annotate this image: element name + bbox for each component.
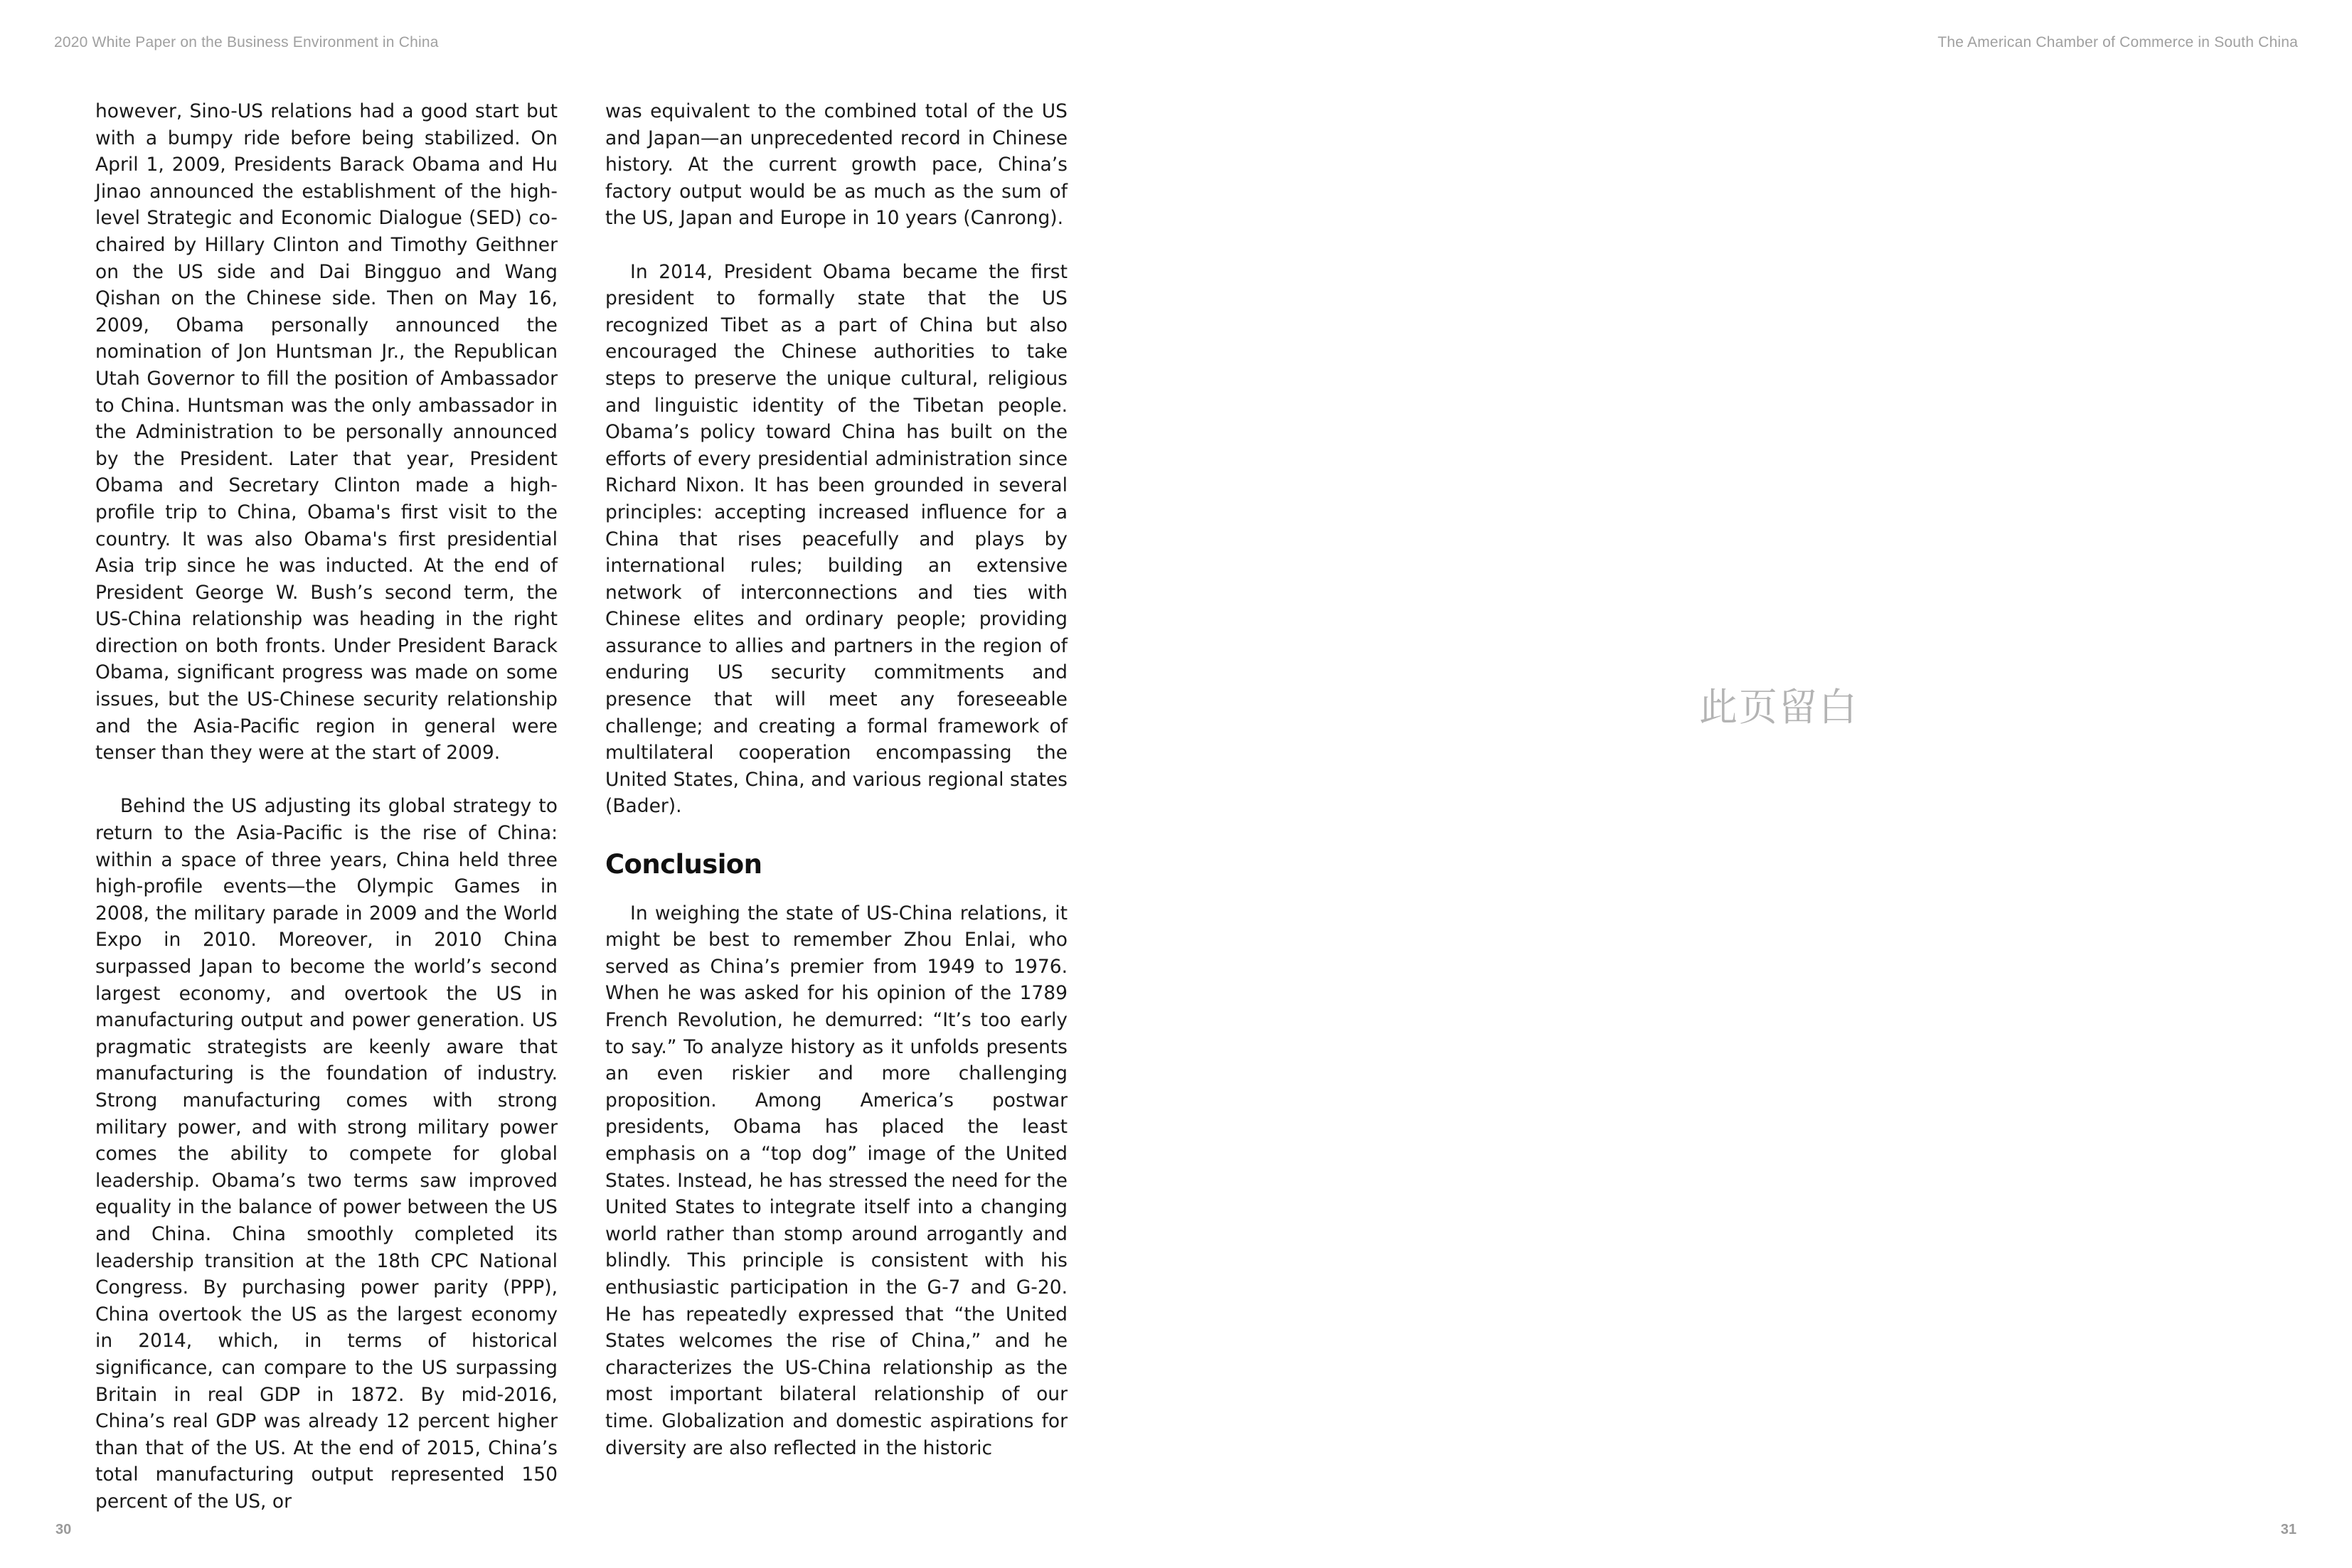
page-number-left: 30	[55, 1522, 72, 1537]
body-paragraph: was equivalent to the combined total of the US and Japan—an unprecedented record in Chinese history. At the current growth pace, China’s factory output would be as much as the sum of the US, Japan and Europe in 10 years (Canrong).	[605, 100, 1068, 230]
body-paragraph: In 2014, President Obama became the first president to formally state that the US recognized Tibet as a part of China but also encouraged the Chinese authorities to take steps to preserve the unique cultural, religious and linguistic identity of the Tibetan people. Obama’s policy toward China has built on the efforts of every presidential administration since Richard Nixon. It has been grounded in several principles: accepting increased influence for a China that rises peacefully and plays by international rules; building an extensive network of interconnections and ties with Chinese elites and ordinary people; providing assurance to allies and partners in the region of enduring US security commitments and presence that will meet any foreseeable challenge; and creating a formal framework of multilateral cooperation encompassing the United States, China, and various regional states (Bader).	[605, 260, 1068, 818]
running-header-left: 2020 White Paper on the Business Environment in China	[54, 34, 439, 50]
page-number-right: 31	[2280, 1522, 2297, 1537]
right-text-column	[605, 98, 1068, 1488]
section-heading-conclusion: Conclusion	[605, 848, 762, 880]
blank-page-note: 此页留白	[1699, 685, 1858, 730]
running-header-right: The American Chamber of Commerce in South China	[1937, 34, 2298, 50]
left-text-column	[95, 98, 558, 1542]
body-paragraph: Behind the US adjusting its global strategy to return to the Asia-Pacific is the rise of China: within a space of three years, China held three high-profile events—the Olympic Games in 2008, the military parade in 2009 and the World Expo in 2010. Moreover, in 2010 China surpassed Japan to become the world’s second largest economy, and overtook the US in manufacturing output and power generation. US pragmatic strategists are keenly aware that manufacturing is the foundation of industry. Strong manufacturing comes with strong military power, and with strong military power comes the ability to compete for global leadership. Obama’s two terms saw improved equality in the balance of power between the US and China. China smoothly completed its leadership transition at the 18th CPC National Congress. By purchasing power parity (PPP), China overtook the US as the largest economy in 2014, which, in terms of historical significance, can compare to the US surpassing Britain in real GDP in 1872. By mid-2016, China’s real GDP was already 12 percent higher than that of the US. At the end of 2015, China’s total manufacturing output represented 150 percent of the US, or	[95, 795, 558, 1513]
body-paragraph: In weighing the state of US-China relations, it might be best to remember Zhou Enlai, who served as China’s premier from 1949 to 1976. When he was asked for his opinion of the 1789 French Revolution, he demurred: “It’s too early to say.” To analyze history as it unfolds presents an even riskier and more challenging proposition. Among America’s postwar presidents, Obama has placed the least emphasis on a “top dog” image of the United States. Instead, he has stressed the need for the United States to integrate itself into a changing world rather than stomp around arrogantly and blindly. This principle is consistent with his enthusiastic participation in the G-7 and G-20. He has repeatedly expressed that “the United States welcomes the rise of China,” and he characterizes the US-China relationship as the most important bilateral relationship of our time. Globalization and domestic aspirations for diversity are also reflected in the historic	[605, 902, 1068, 1459]
body-paragraph: however, Sino-US relations had a good start but with a bumpy ride before being stabilized. On April 1, 2009, Presidents Barack Obama and Hu Jinao announced the establishment of the high-level Strategic and Economic Dialogue (SED) co-chaired by Hillary Clinton and Timothy Geithner on the US side and Dai Bingguo and Wang Qishan on the Chinese side. Then on May 16, 2009, Obama personally announced the nomination of Jon Huntsman Jr., the Republican Utah Governor to fill the position of Ambassador to China. Huntsman was the only ambassador in the Administration to be personally announced by the President. Later that year, President Obama and Secretary Clinton made a high-profile trip to China, Obama's first visit to the country. It was also Obama's first presidential Asia trip since he was inducted. At the end of President George W. Bush’s second term, the US-China relationship was heading in the right direction on both fronts. Under President Barack Obama, significant progress was made on some issues, but the US-Chinese security relationship and the Asia-Pacific region in general were tenser than they were at the start of 2009.	[95, 100, 558, 764]
